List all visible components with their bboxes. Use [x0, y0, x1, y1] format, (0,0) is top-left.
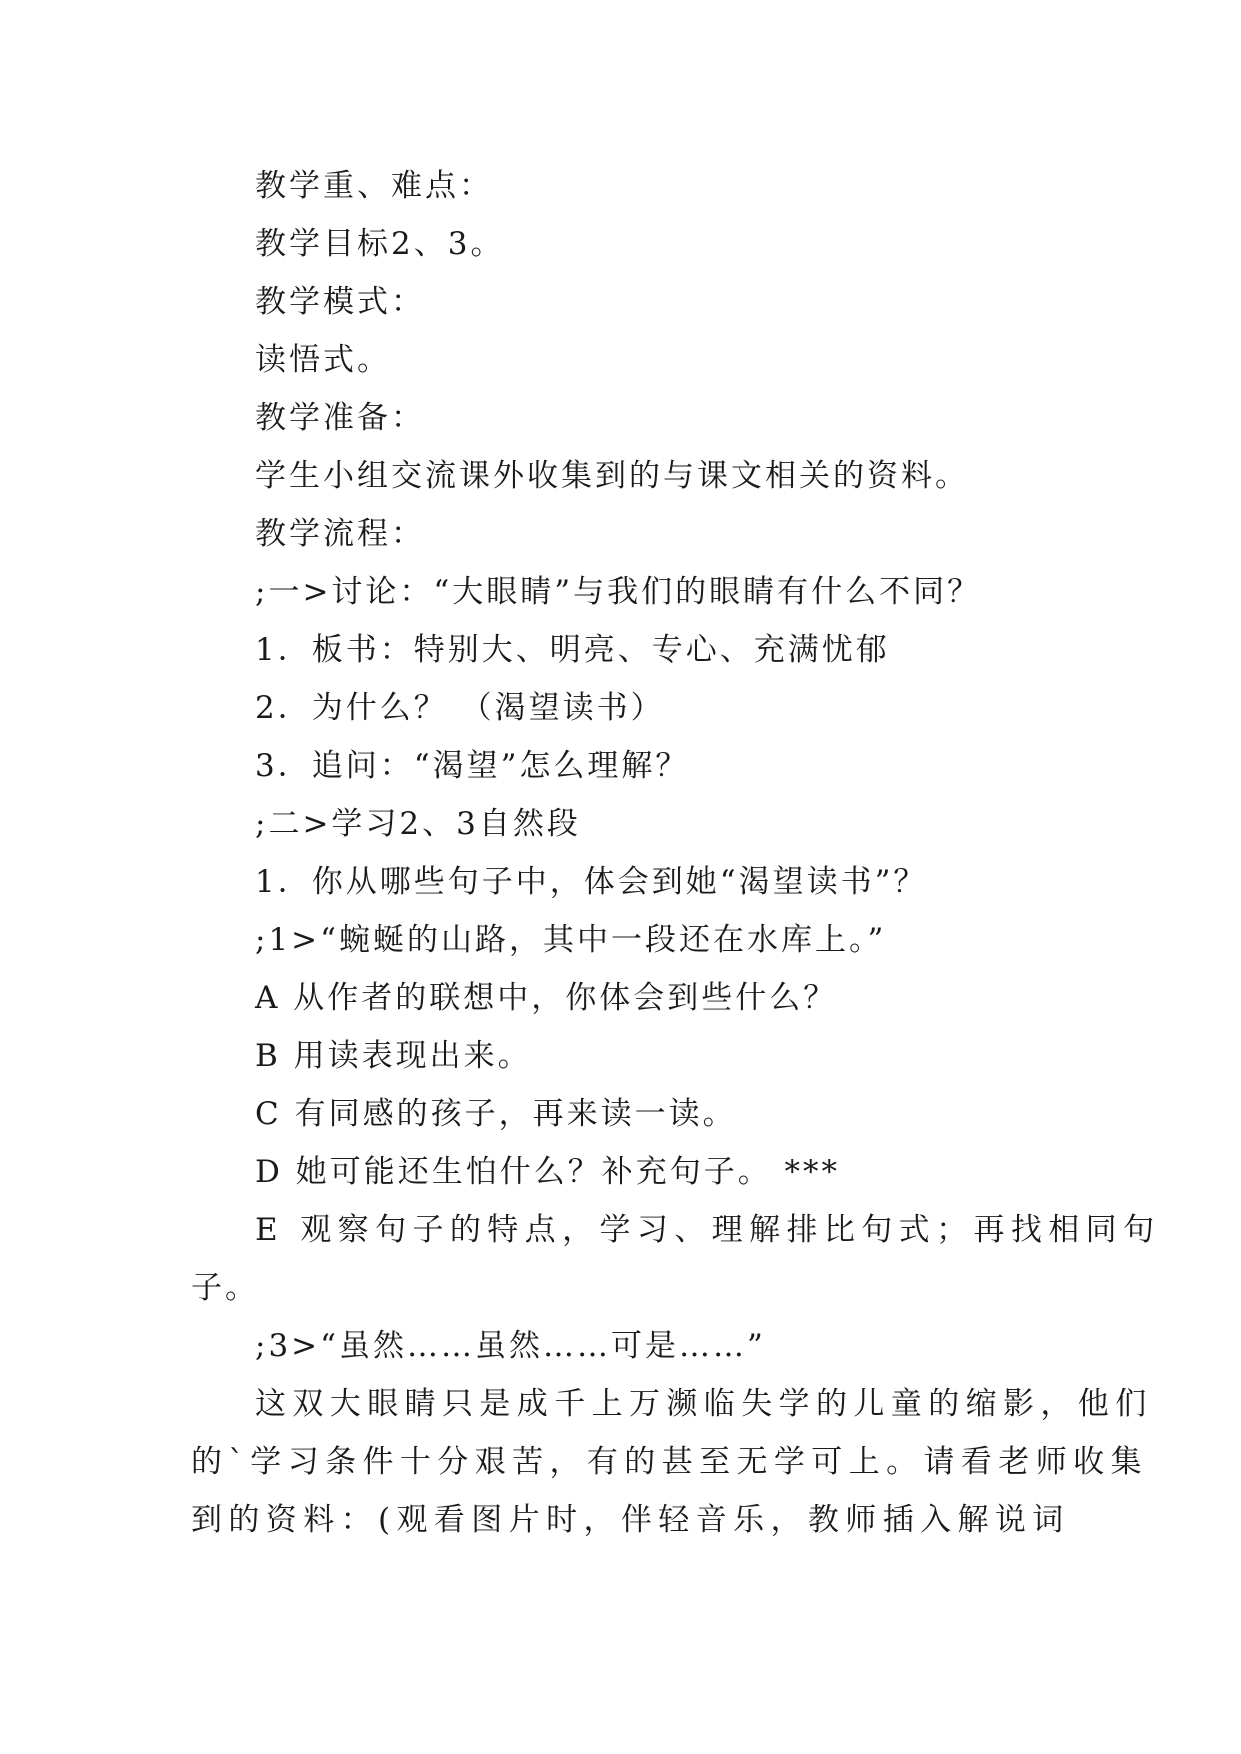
section-one-title: ;一>讨论：“大眼睛”与我们的眼睛有什么不同？ [255, 574, 982, 610]
list-item-3: 3．追问：“渴望”怎么理解？ [255, 748, 690, 784]
quote-3: ;3>“虽然……虽然……可是……” [255, 1328, 766, 1364]
paragraph-summary-line-2: 的`学习条件十分艰苦，有的甚至无学可上。请看老师收集 [191, 1444, 1148, 1480]
question-1: 1．你从哪些句子中，体会到她“渴望读书”？ [255, 864, 928, 900]
paragraph-preparation: 学生小组交流课外收集到的与课文相关的资料。 [255, 458, 969, 494]
heading-process: 教学流程： [255, 516, 425, 552]
sub-item-a: A 从作者的联想中，你体会到些什么？ [255, 980, 838, 1016]
sub-item-e: E 观察句子的特点，学习、理解排比句式；再找相同句 [255, 1212, 1161, 1248]
sub-item-c: C 有同感的孩子，再来读一读。 [255, 1096, 737, 1132]
quote-1: ;1>“蜿蜒的山路，其中一段还在水库上。” [255, 922, 887, 958]
paragraph-objectives-ref: 教学目标2、3。 [255, 226, 505, 262]
paragraph-teaching-mode: 读悟式。 [255, 342, 391, 378]
paragraph-summary-line-3: 到的资料：(观看图片时，伴轻音乐，教师插入解说词 [191, 1502, 1070, 1538]
sub-item-d: D 她可能还生怕什么？补充句子。 *** [255, 1154, 841, 1190]
heading-key-difficult-points: 教学重、难点： [255, 168, 493, 204]
heading-preparation: 教学准备： [255, 400, 425, 436]
section-two-title: ;二>学习2、3自然段 [255, 806, 581, 842]
list-item-1: 1．板书：特别大、明亮、专心、充满忧郁 [255, 632, 890, 668]
paragraph-summary-line-1: 这双大眼睛只是成千上万濒临失学的儿童的缩影，他们 [255, 1386, 1153, 1422]
sub-item-b: B 用读表现出来。 [255, 1038, 532, 1074]
list-item-2: 2．为什么？ （渴望读书） [255, 690, 665, 726]
heading-teaching-mode: 教学模式： [255, 284, 425, 320]
sub-item-e-continuation: 子。 [191, 1270, 259, 1306]
